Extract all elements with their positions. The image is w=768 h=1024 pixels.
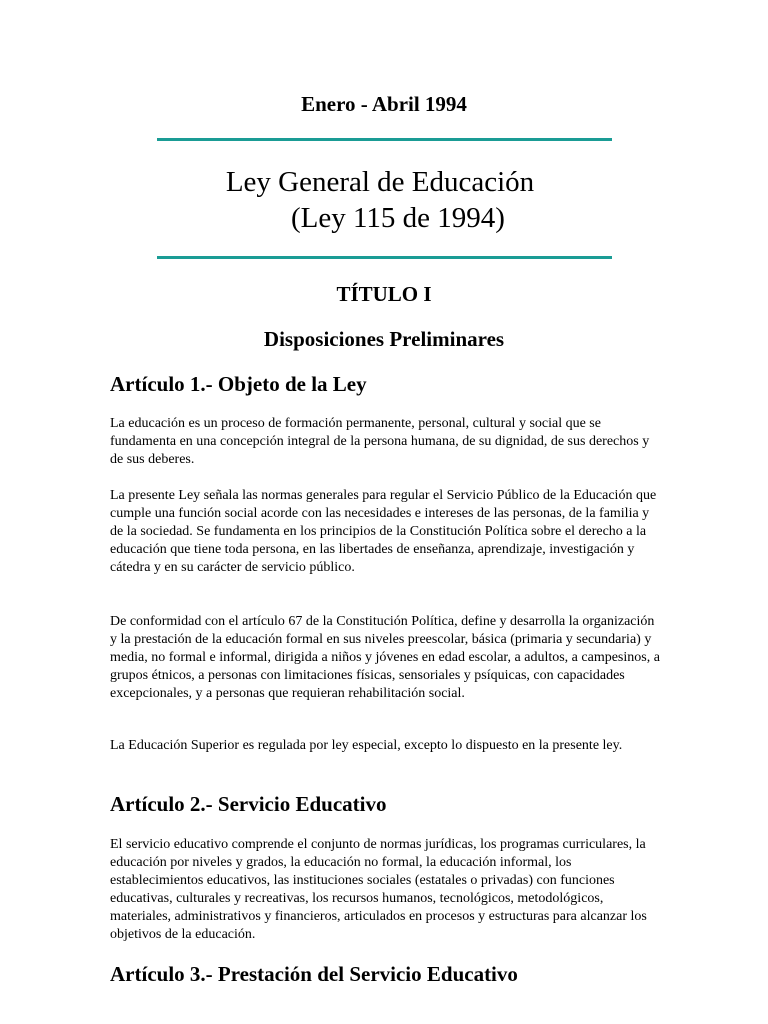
- article-1-paragraph-2: La presente Ley señala las normas generales para regular el Servicio Público de la Educación que cumple una función social acorde con las necesidades e intereses de las personas, de la familia y de la sociedad. Se fundamenta en los principios de la Constitución Política sobre el derecho a la educación que tiene toda persona, en las libertades de enseñanza, aprendizaje, investigación y cátedra y en su carácter de servicio público.: [110, 488, 657, 575]
- section-title: TÍTULO I: [336, 282, 432, 306]
- article-1-heading: Artículo 1.- Objeto de la Ley: [110, 372, 367, 396]
- section-subtitle: Disposiciones Preliminares: [263, 327, 505, 351]
- article-1-paragraph-3: De conformidad con el artículo 67 de la Constitución Política, define y desarrolla la organización y la prestación de la educación formal en sus niveles preescolar, básica (primaria y secundaria) y media, no formal e informal, dirigida a niños y jóvenes en edad escolar, a adultos, a campesinos, a grupos étnicos, a personas con limitaciones físicas, sensoriales y psíquicas, con capacidades excepcionales, y a personas que requieran rehabilitación social.: [110, 614, 660, 701]
- title-line-2: (Ley 115 de 1994): [291, 202, 505, 234]
- article-1-paragraph-4: La Educación Superior es regulada por ley especial, excepto lo dispuesto en la presente ley.: [110, 738, 623, 753]
- bottom-divider: [157, 256, 612, 259]
- document-title: [0, 164, 768, 236]
- article-3-heading: Artículo 3.- Prestación del Servicio Educativo: [110, 962, 518, 986]
- article-1-paragraph-1: La educación es un proceso de formación permanente, personal, cultural y social que se fundamenta en una concepción integral de la persona humana, de su dignidad, de sus derechos y de sus deberes.: [110, 416, 650, 467]
- article-2-paragraph-1: El servicio educativo comprende el conjunto de normas jurídicas, los programas curriculares, la educación por niveles y grados, la educación no formal, la educación informal, los establecimientos educativos, las instituciones sociales (estatales o privadas) con funciones educativas, culturales y recreativas, los recursos humanos, tecnológicos, metodológicos, materiales, administrativos y financieros, articulados en procesos y estructuras para alcanzar los objetivos de la educación.: [110, 837, 647, 942]
- article-2-heading: Artículo 2.- Servicio Educativo: [110, 792, 387, 816]
- date-range: Enero - Abril 1994: [301, 92, 467, 116]
- top-divider: [157, 138, 612, 141]
- title-line-1: Ley General de Educación: [225, 166, 535, 198]
